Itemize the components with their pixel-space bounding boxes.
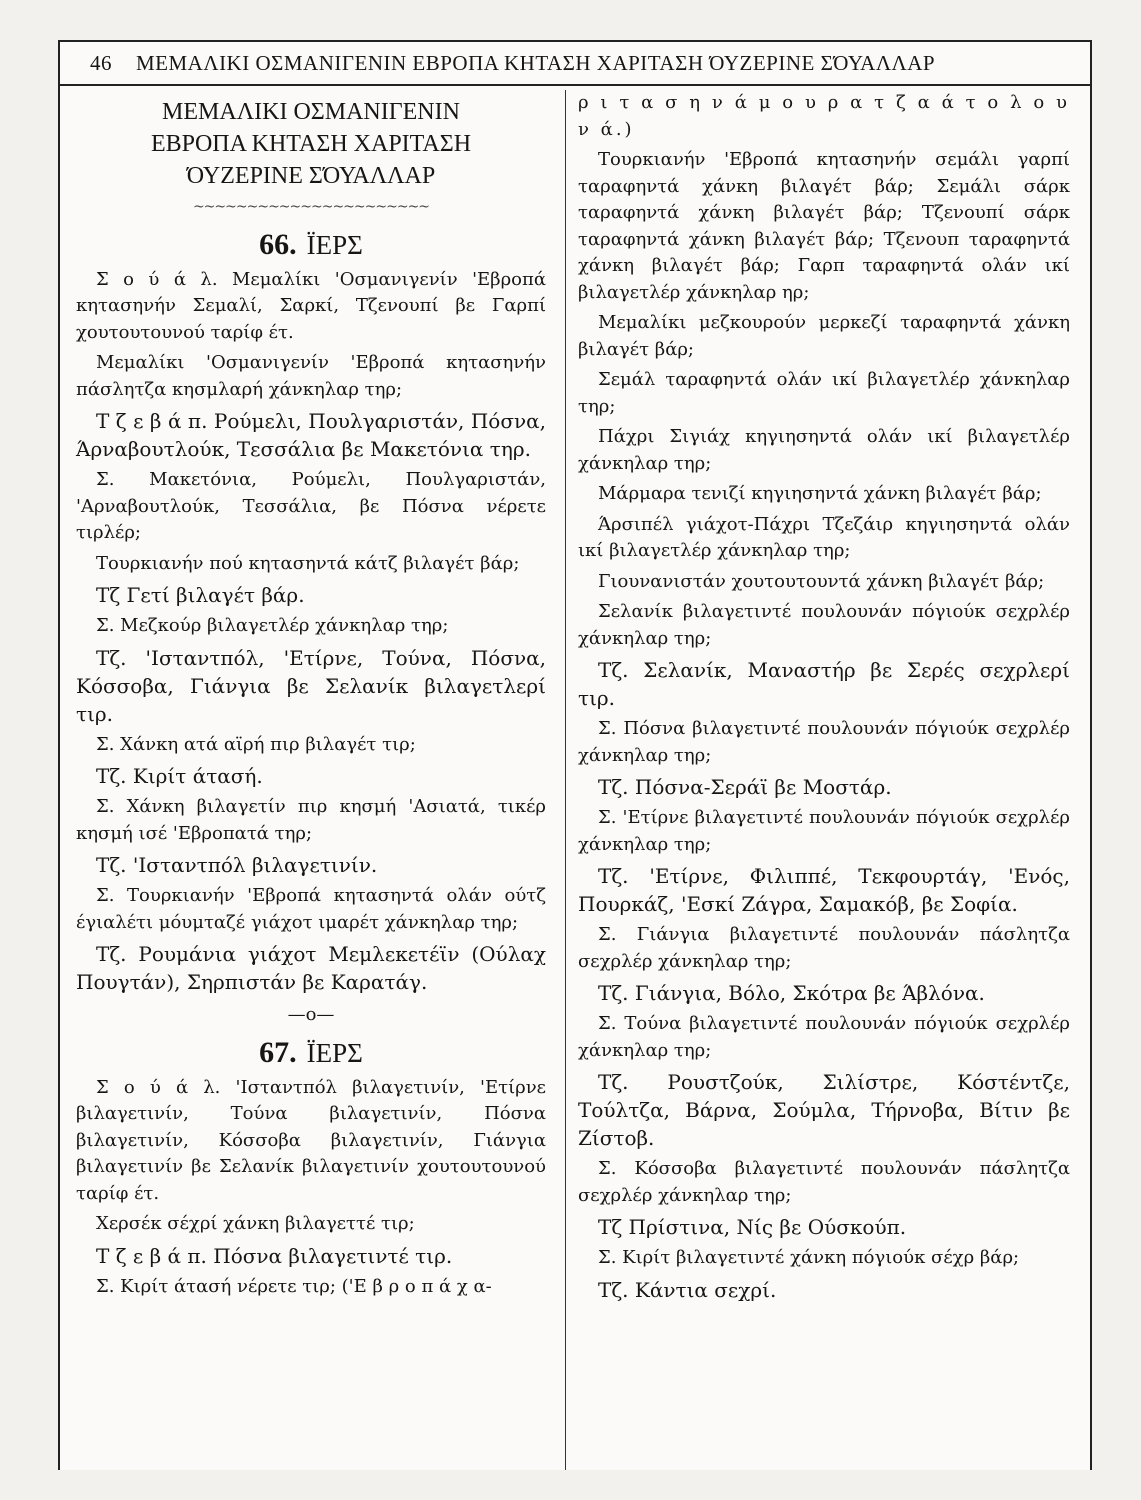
lesson-67-heading	[76, 1035, 546, 1071]
left-column	[76, 90, 546, 1304]
paragraph: Τζ Γετί βιλαγέτ βάρ.	[96, 583, 305, 607]
paragraph: Τ ζ ε β ά π. Ρούμελι, Πουλγαριστάν, Πόσνα, Άρναβουτλούκ, Τεσσάλια βε Μακετόνια τηρ.	[76, 409, 546, 461]
paragraph: Σελανίκ βιλαγετιντέ πουλουνάν πόγιούκ σεχρλέρ χάνκηλαρ τηρ;	[578, 601, 1070, 649]
paragraph: Μάρμαρα τενιζί κηγιησηντά χάνκη βιλαγέτ βάρ;	[598, 483, 1042, 504]
paragraph: ρ ι τ α σ η ν ά μ ο υ ρ α τ ζ α ά τ ο λ ο υ ν ά.)	[578, 92, 1070, 140]
paragraph: Τουρκιανήν 'Εβροπά κητασηνήν σεμάλι γαρπί ταραφηντά χάνκη βιλαγέτ βάρ; Σεμάλι σάρκ ταραφηντά χάνκη βιλαγέτ βάρ; Τζενουπί σάρκ ταραφηντά χάνκη βιλαγέτ βάρ; Τζενουπ ταραφηντά χάνκη βιλαγέτ βάρ; Γαρπ ταραφηντά ολάν ικί βιλαγετλέρ χάνκηλαρ ηρ;	[578, 149, 1070, 303]
book-page	[58, 40, 1092, 1470]
section-title-line: ΜΕΜΑΛΙΚΙ ΟΣΜΑΝΙΓΕΝΙΝ	[162, 99, 460, 125]
paragraph: Σ ο ύ ά λ. 'Ισταντπόλ βιλαγετινίν, 'Ετίρνε βιλαγετινίν, Τούνα βιλαγετινίν, Πόσνα βιλαγετινίν, Κόσσοβα βιλαγετινίν, Γιάνγια βιλαγετινίν βε Σελανίκ βιλαγετινίν χουτουτουνού ταρίφ έτ.	[76, 1076, 546, 1204]
running-head	[60, 42, 1090, 86]
paragraph: Τζ. 'Ισταντπόλ, 'Ετίρνε, Τούνα, Πόσνα, Κόσσοβα, Γιάνγια βε Σελανίκ βιλαγετλερί τιρ.	[76, 645, 546, 726]
paragraph: Τζ Πρίστινα, Νίς βε Ούσκούπ.	[598, 1215, 907, 1239]
section-title-line: ΌΥΖΕΡΙΝΕ ΣΌΥΑΛΛΑΡ	[186, 163, 436, 189]
running-head-title: ΜΕΜΑΛΙΚΙ ΟΣΜΑΝΙΓΕΝΙΝ ΕΒΡΟΠΑ ΚΗΤΑΣΗ ΧΑΡΙΤΑΣΗ ΌΥΖΕΡΙΝΕ ΣΌΥΑΛΛΑΡ	[136, 50, 936, 75]
right-column	[578, 90, 1070, 1308]
paragraph: Σ. Κιρίτ άτασή νέρετε τιρ; ('Ε β ρ ο π ά χ α-	[96, 1275, 492, 1297]
paragraph: Τζ. 'Ισταντπόλ βιλαγετινίν.	[96, 853, 378, 877]
lesson-number: 67.	[259, 1035, 297, 1069]
paragraph: Πάχρι Σιγιάχ κηγιησηντά ολάν ικί βιλαγετλέρ χάνκηλαρ τηρ;	[578, 426, 1070, 474]
paragraph: Τζ. Ρουμάνια γιάχοτ Μεμλεκετέϊν (Ούλαχ Πουγτάν), Σηρπιστάν βε Καρατάγ.	[76, 942, 546, 994]
paragraph: Τουρκιανήν πού κητασηντά κάτζ βιλαγέτ βάρ;	[96, 552, 520, 574]
paragraph: Άρσιπέλ γιάχοτ-Πάχρι Τζεζάιρ κηγιησηντά ολάν ικί βιλαγετλέρ χάνκηλαρ τηρ;	[578, 513, 1070, 561]
paragraph: Σ. Τούνα βιλαγετιντέ πουλουνάν πόγιούκ σεχρλέρ χάνκηλαρ τηρ;	[578, 1013, 1070, 1061]
paragraph: Σ. Χάνκη βιλαγετίν πιρ κησμή 'Ασιατά, τικέρ κησμή ισέ 'Εβροπατά τηρ;	[76, 796, 546, 844]
paragraph: Σ. Πόσνα βιλαγετιντέ πουλουνάν πόγιούκ σεχρλέρ χάνκηλαρ τηρ;	[578, 718, 1070, 766]
paragraph: Σ ο ύ ά λ. Μεμαλίκι 'Οσμανιγενίν 'Εβροπά κητασηνήν Σεμαλί, Σαρκί, Τζενουπί βε Γαρπί χουτουτουνού ταρίφ έτ.	[76, 268, 546, 343]
paragraph: Τζ. Ρουστζούκ, Σιλίστρε, Κόστέντζε, Τούλτζα, Βάρνα, Σούμλα, Τήρνοβα, Βίτιν βε Ζίστοβ.	[578, 1070, 1070, 1150]
paragraph: Τζ. Κάντια σεχρί.	[598, 1277, 777, 1302]
paragraph: Μεμαλίκι μεζκουρούν μερκεζί ταραφηντά χάνκη βιλαγέτ βάρ;	[578, 312, 1070, 360]
paragraph: Σεμάλ ταραφηντά ολάν ικί βιλαγετλέρ χάνκηλαρ τηρ;	[578, 369, 1070, 417]
paragraph: Σ. Μακετόνια, Ρούμελι, Πουλγαριστάν, 'Αρναβουτλούκ, Τεσσάλια, βε Πόσνα νέρετε τιρλέρ;	[76, 469, 546, 543]
paragraph: Σ. Τουρκιανήν 'Εβροπά κητασηντά ολάν ούτζ έγιαλέτι μόυμταζέ γιάχοτ ιμαρέτ χάνκηλαρ τηρ;	[76, 885, 546, 933]
paragraph: Μεμαλίκι 'Οσμανιγενίν 'Εβροπά κητασηνήν πάσλητζα κησμλαρή χάνκηλαρ τηρ;	[76, 352, 546, 400]
section-title	[76, 96, 546, 192]
paragraph: Σ. Κιρίτ βιλαγετιντέ χάνκη πόγιούκ σέχρ βάρ;	[598, 1247, 1020, 1268]
column-divider	[565, 90, 566, 1470]
paragraph: Σ. Κόσσοβα βιλαγετιντέ πουλουνάν πάσλητζα σεχρλέρ χάνκηλαρ τηρ;	[578, 1158, 1070, 1206]
paragraph: Τζ. Σελανίκ, Μαναστήρ βε Σερές σεχρλερί τιρ.	[578, 658, 1070, 710]
paragraph: Σ. 'Ετίρνε βιλαγετιντέ πουλουνάν πόγιούκ σεχρλέρ χάνκηλαρ τηρ;	[578, 807, 1070, 855]
paragraph: Σ. Χάνκη ατά αϊρή πιρ βιλαγέτ τιρ;	[96, 733, 416, 755]
paragraph: Τζ. Γιάνγια, Βόλο, Σκότρα βε Άβλόνα.	[598, 981, 985, 1005]
section-title-line: ΕΒΡΟΠΑ ΚΗΤΑΣΗ ΧΑΡΙΤΑΣΗ	[150, 131, 472, 157]
section-separator: —o—	[287, 1004, 335, 1025]
lesson-label: ΪΕΡΣ	[306, 229, 363, 260]
paragraph: Χερσέκ σέχρί χάνκη βιλαγεττέ τιρ;	[96, 1213, 415, 1234]
paragraph: Τζ. Πόσνα-Σεράϊ βε Μοστάρ.	[598, 775, 892, 799]
lesson-number: 66.	[259, 227, 297, 261]
lesson-label: ΪΕΡΣ	[306, 1037, 363, 1068]
paragraph: Τ ζ ε β ά π. Πόσνα βιλαγετιντέ τιρ.	[96, 1243, 453, 1268]
paragraph: Γιουνανιστάν χουτουτουντά χάνκη βιλαγέτ βάρ;	[598, 570, 1045, 592]
page-number: 46	[90, 50, 112, 75]
paragraph: Τζ. Κιρίτ άτασή.	[96, 764, 263, 788]
paragraph: Τζ. 'Ετίρνε, Φιλιππέ, Τεκφουρτάγ, 'Ενός, Πουρκάζ, 'Εσκί Ζάγρα, Σαμακόβ, βε Σοφία.	[578, 864, 1070, 916]
paragraph: Σ. Μεζκούρ βιλαγετλέρ χάνκηλαρ τηρ;	[96, 615, 449, 636]
paragraph: Σ. Γιάνγια βιλαγετιντέ πουλουνάν πάσλητζα σεχρλέρ χάνκηλαρ τηρ;	[578, 924, 1070, 972]
lesson-66-heading	[76, 227, 546, 263]
ornament-divider: ~~~~~~~~~~~~~~~~~~~~~~	[192, 199, 430, 215]
